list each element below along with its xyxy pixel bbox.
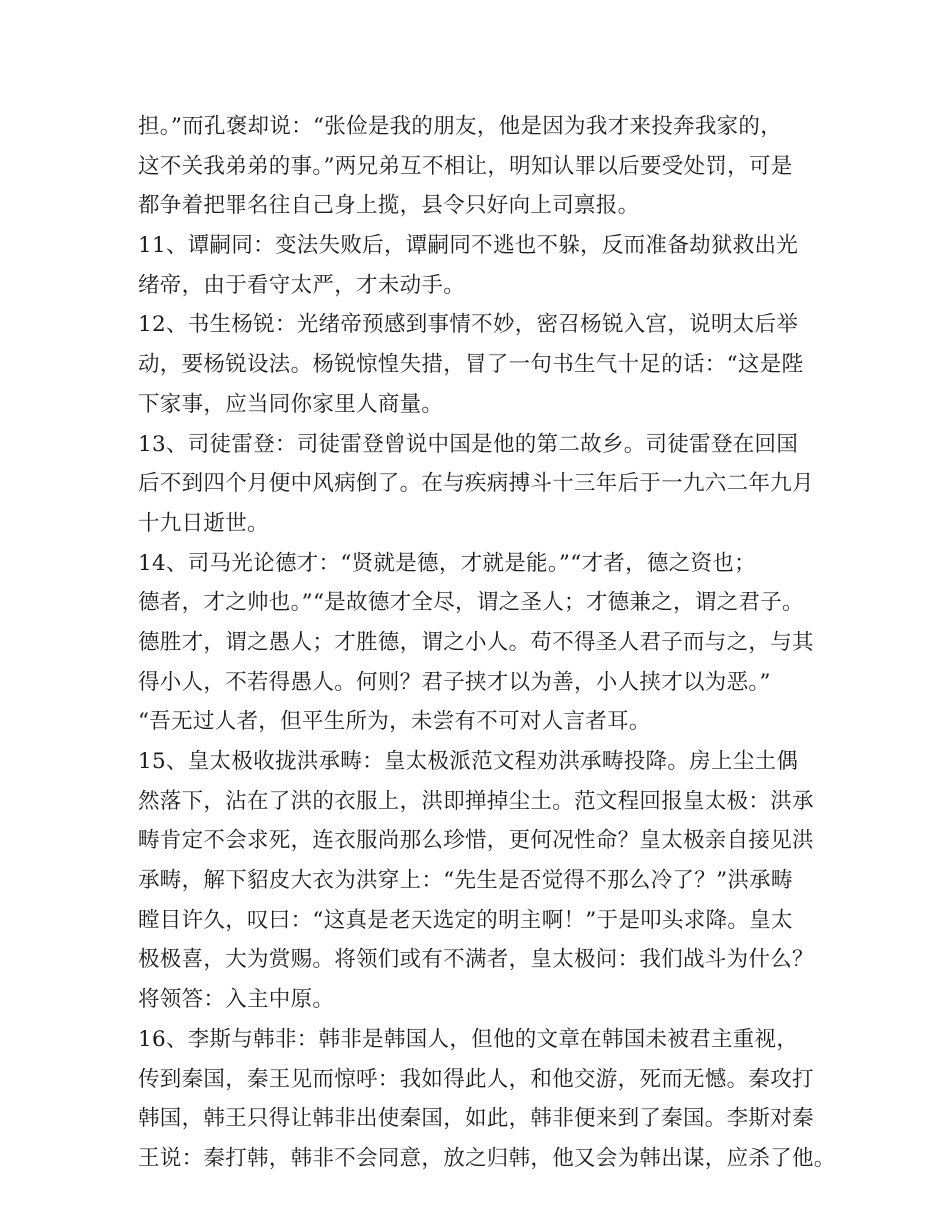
text-line: 动，要杨锐设法。杨锐惊惶失措，冒了一句书生气十足的话：“这是陛	[138, 352, 804, 378]
text-line: 13、司徒雷登：司徒雷登曾说中国是他的第二故乡。司徒雷登在回国	[138, 431, 799, 457]
text-line: 15、皇太极收拢洪承畴：皇太极派范文程劝洪承畴投降。房上尘土偶	[138, 749, 799, 774]
text-line: 承畴，解下貂皮大衣为洪穿上：“先生是否觉得不那么冷了？”洪承畴	[138, 868, 793, 894]
text-line: 瞠目许久，叹曰：“这真是老天选定的明主啊！”于是叩头求降。皇太	[138, 907, 793, 933]
text-line: 12、书生杨锐：光绪帝预感到事情不妙，密召杨锐入宫，说明太后举	[138, 312, 799, 338]
text-line: 德胜才，谓之愚人；才胜德，谓之小人。苟不得圣人君子而与之，与其	[138, 629, 814, 655]
text-line: “吾无过人者，但平生所为，未尝有不可对人言者耳。	[138, 709, 651, 735]
text-line: 德者，才之帅也。”“是故德才全尽，谓之圣人；才德兼之，谓之君子。	[138, 590, 804, 616]
text-line: 十九日逝世。	[138, 510, 269, 536]
text-line: 然落下，沾在了洪的衣服上，洪即掸掉尘土。范文程回报皇太极：洪承	[138, 788, 814, 814]
text-line: 王说：秦打韩，韩非不会同意，放之归韩，他又会为韩出谋，应杀了他。	[138, 1145, 836, 1171]
text-line: 11、谭嗣同：变法失败后，谭嗣同不逃也不躲，反而准备劫狱救出光	[138, 233, 799, 259]
text-line: 14、司马光论德才：“贤就是德，才就是能。”“才者，德之资也；	[138, 550, 756, 576]
text-line: 传到秦国，秦王见而惊呼：我如得此人，和他交游，死而无憾。秦攻打	[138, 1066, 814, 1092]
text-line: 绪帝，由于看守太严，才未动手。	[138, 272, 466, 298]
text-line: 后不到四个月便中风病倒了。在与疾病搏斗十三年后于一九六二年九月	[138, 471, 814, 497]
text-line: 将领答：入主中原。	[138, 987, 335, 1013]
text-line: 韩国，韩王只得让韩非出使秦国，如此，韩非便来到了秦国。李斯对秦	[138, 1106, 814, 1132]
text-line: 极极喜，大为赏赐。将领们或有不满者，皇太极问：我们战斗为什么？	[138, 947, 814, 973]
text-line: 担。”而孔褒却说：“张俭是我的朋友，他是因为我才来投奔我家的，	[138, 114, 783, 139]
text-line: 16、李斯与韩非：韩非是韩国人，但他的文章在韩国未被君主重视，	[138, 1026, 799, 1052]
text-line: 都争着把罪名往自己身上揽，县令只好向上司禀报。	[138, 193, 640, 219]
text-line: 下家事，应当同你家里人商量。	[138, 391, 444, 417]
text-line: 这不关我弟弟的事。”两兄弟互不相让，明知认罪以后要受处罚，可是	[138, 153, 793, 179]
text-line: 畴肯定不会求死，连衣服尚那么珍惜，更何况性命？皇太极亲自接见洪	[138, 828, 814, 854]
text-line: 得小人，不若得愚人。何则？君子挟才以为善，小人挟才以为恶。”	[138, 669, 771, 695]
body-text	[138, 107, 838, 1179]
